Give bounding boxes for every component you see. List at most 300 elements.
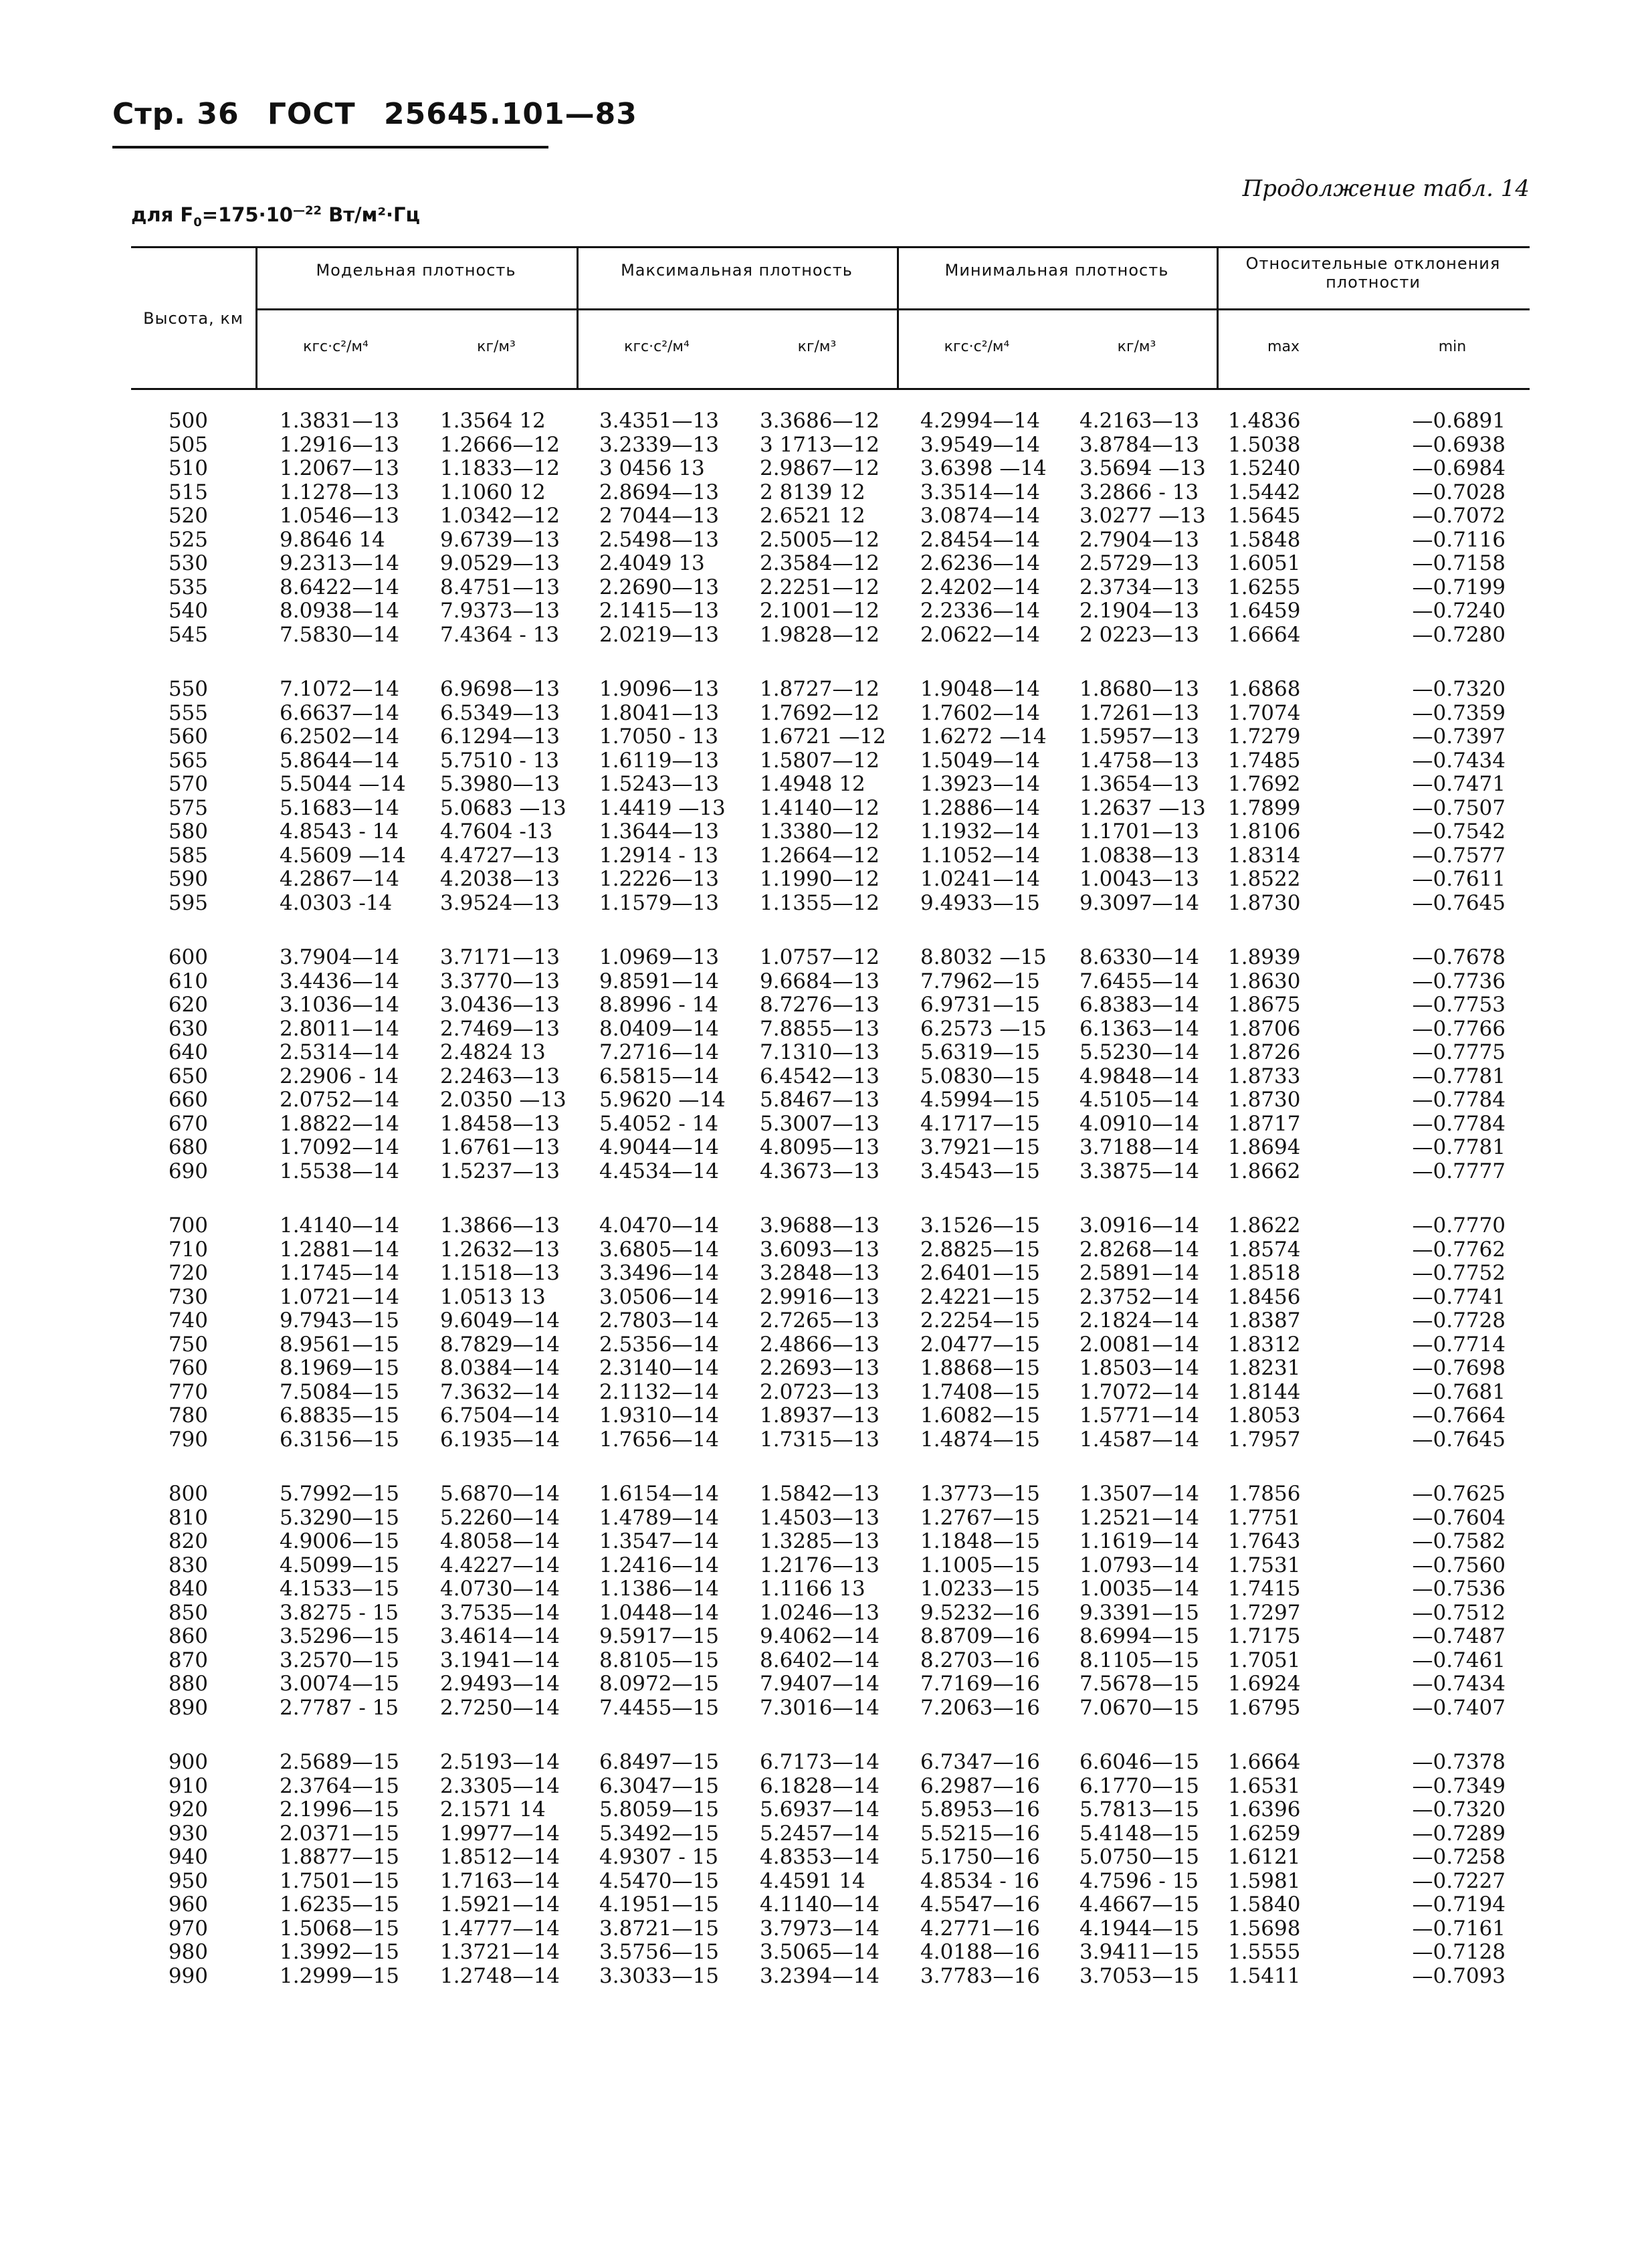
value-cell: 8.8709—16 <box>920 1624 1040 1648</box>
value-cell: 1.5981 <box>1228 1868 1301 1893</box>
table-row <box>131 1041 1530 1065</box>
value-cell: 3.8784—13 <box>1079 432 1199 457</box>
value-cell: 1.0448—14 <box>599 1600 719 1625</box>
value-cell: —0.7240 <box>1412 599 1506 623</box>
height-cell: 535 <box>168 575 208 599</box>
value-cell: 6.1828—14 <box>760 1773 880 1798</box>
value-cell: 7.1310—13 <box>760 1040 880 1064</box>
value-cell: 1.7074 <box>1228 700 1301 725</box>
condition-units: Вт/м²·Гц <box>322 203 421 226</box>
value-cell: 3.4436—14 <box>280 969 399 993</box>
value-cell: 1.6051 <box>1228 551 1301 575</box>
value-cell: 1.6235—15 <box>280 1892 399 1917</box>
value-cell: —0.7714 <box>1412 1332 1506 1357</box>
value-cell: 2.3584—12 <box>760 551 880 575</box>
value-cell: 1.0793—14 <box>1079 1553 1199 1577</box>
value-cell: 5.7813—15 <box>1079 1797 1199 1822</box>
value-cell: 1.0233—15 <box>920 1577 1040 1601</box>
row-group <box>131 678 1530 915</box>
value-cell: 1.5442 <box>1228 480 1301 504</box>
value-cell: 1.2632—13 <box>440 1237 560 1262</box>
value-cell: 7.2063—16 <box>920 1695 1040 1720</box>
table-row <box>131 749 1530 773</box>
value-cell: 4.0470—14 <box>599 1213 719 1238</box>
value-cell: 1.6459 <box>1228 599 1301 623</box>
table-row <box>131 1822 1530 1846</box>
table-row <box>131 1112 1530 1137</box>
value-cell: 1.7163—14 <box>440 1868 560 1893</box>
value-cell: 2.5891—14 <box>1079 1261 1199 1285</box>
value-cell: 7.5678—15 <box>1079 1672 1199 1696</box>
height-cell: 595 <box>168 890 208 915</box>
table-row <box>131 1333 1530 1357</box>
value-cell: 2.4221—15 <box>920 1284 1040 1309</box>
value-cell: 2.8268—14 <box>1079 1237 1199 1262</box>
value-cell: 8.8032 —15 <box>920 945 1047 969</box>
value-cell: 2.4866—13 <box>760 1332 880 1357</box>
value-cell: 8.9561—15 <box>280 1332 399 1357</box>
height-cell: 800 <box>168 1482 208 1506</box>
value-cell: 1.1932—14 <box>920 819 1040 844</box>
value-cell: 2.5193—14 <box>440 1750 560 1774</box>
value-cell: 1.0721—14 <box>280 1284 399 1309</box>
row-group <box>131 1482 1530 1720</box>
value-cell: 4.2163—13 <box>1079 409 1199 433</box>
value-cell: 1.4419 —13 <box>599 795 726 820</box>
value-cell: 1.2176—13 <box>760 1553 880 1577</box>
table-row <box>131 1941 1530 1965</box>
height-cell: 630 <box>168 1016 208 1041</box>
value-cell: 2.2693—13 <box>760 1356 880 1380</box>
value-cell: 8.8105—15 <box>599 1648 719 1672</box>
value-cell: 1.3992—15 <box>280 1940 399 1964</box>
value-cell: 1.1701—13 <box>1079 819 1199 844</box>
value-cell: 1.2767—15 <box>920 1505 1040 1530</box>
value-cell: 6.8383—14 <box>1079 993 1199 1017</box>
table-row <box>131 993 1530 1017</box>
height-cell: 540 <box>168 599 208 623</box>
value-cell: 1.0546—13 <box>280 504 399 528</box>
value-cell: 3.3514—14 <box>920 480 1040 504</box>
value-cell: 2.2906 - 14 <box>280 1064 399 1088</box>
value-cell: 1.2521—14 <box>1079 1505 1199 1530</box>
value-cell: 1.7050 - 13 <box>599 724 719 749</box>
value-cell: 1.6121 <box>1228 1845 1301 1869</box>
value-cell: 1.2666—12 <box>440 432 560 457</box>
unit-min-kgf: кгс·с²/м⁴ <box>944 338 1010 355</box>
height-cell: 565 <box>168 748 208 773</box>
table-row <box>131 844 1530 868</box>
value-cell: —0.7359 <box>1412 700 1506 725</box>
value-cell: —0.7407 <box>1412 1695 1506 1720</box>
height-cell: 930 <box>168 1821 208 1846</box>
value-cell: 3.0874—14 <box>920 504 1040 528</box>
height-cell: 690 <box>168 1159 208 1183</box>
value-cell: 1.6255 <box>1228 575 1301 599</box>
value-cell: 1.4777—14 <box>440 1916 560 1941</box>
value-cell: 3 1713—12 <box>760 432 880 457</box>
height-cell: 600 <box>168 945 208 969</box>
value-cell: 5.8467—13 <box>760 1088 880 1112</box>
value-cell: 4.8353—14 <box>760 1845 880 1869</box>
value-cell: 1.1278—13 <box>280 480 399 504</box>
value-cell: 1.8675 <box>1228 993 1301 1017</box>
value-cell: 1.2748—14 <box>440 1963 560 1988</box>
value-cell: 1.4789—14 <box>599 1505 719 1530</box>
height-cell: 660 <box>168 1088 208 1112</box>
value-cell: 8.0938—14 <box>280 599 399 623</box>
value-cell: 2.9916—13 <box>760 1284 880 1309</box>
value-cell: 8.8996 - 14 <box>599 993 719 1017</box>
condition-sup: —22 <box>292 203 322 218</box>
value-cell: 1.8730 <box>1228 890 1301 915</box>
value-cell: 2.3764—15 <box>280 1773 399 1798</box>
height-column-header: Высота, км <box>143 309 243 328</box>
value-cell: 5.0830—15 <box>920 1064 1040 1088</box>
value-cell: 1.7051 <box>1228 1648 1301 1672</box>
value-cell: —0.7093 <box>1412 1963 1506 1988</box>
value-cell: —0.7664 <box>1412 1403 1506 1428</box>
value-cell: 9.0529—13 <box>440 551 560 575</box>
height-cell: 840 <box>168 1577 208 1601</box>
table-row <box>131 1870 1530 1894</box>
value-cell: 1.6761—13 <box>440 1135 560 1159</box>
value-cell: 1.0757—12 <box>760 945 880 969</box>
value-cell: —0.7770 <box>1412 1213 1506 1238</box>
value-cell: 3.7973—14 <box>760 1916 880 1941</box>
height-cell: 505 <box>168 432 208 457</box>
unit-model-kgf: кгс·с²/м⁴ <box>303 338 369 355</box>
value-cell: 2.2463—13 <box>440 1064 560 1088</box>
value-cell: 1.5411 <box>1228 1963 1301 1988</box>
value-cell: 2.0723—13 <box>760 1379 880 1404</box>
value-cell: 1.8522 <box>1228 867 1301 891</box>
value-cell: 8.7829—14 <box>440 1332 560 1357</box>
value-cell: —0.7128 <box>1412 1940 1506 1964</box>
value-cell: 3.7904—14 <box>280 945 399 969</box>
unit-max-kg: кг/м³ <box>797 338 837 355</box>
value-cell: 4.4534—14 <box>599 1159 719 1183</box>
value-cell: 9.8646 14 <box>280 527 385 552</box>
value-cell: 2.5005—12 <box>760 527 880 552</box>
value-cell: 1.8503—14 <box>1079 1356 1199 1380</box>
height-cell: 510 <box>168 456 208 480</box>
height-cell: 515 <box>168 480 208 504</box>
value-cell: 5.8644—14 <box>280 748 399 773</box>
value-cell: 2.5729—13 <box>1079 551 1199 575</box>
value-cell: 2.5356—14 <box>599 1332 719 1357</box>
value-cell: 1.8053 <box>1228 1403 1301 1428</box>
height-cell: 560 <box>168 724 208 749</box>
value-cell: —0.7784 <box>1412 1111 1506 1136</box>
value-cell: 1.9096—13 <box>599 677 719 701</box>
value-cell: 7.4455—15 <box>599 1695 719 1720</box>
group-under-rule <box>255 308 1530 310</box>
value-cell: 8.0409—14 <box>599 1016 719 1041</box>
value-cell: 1.7692—12 <box>760 700 880 725</box>
height-cell: 940 <box>168 1845 208 1869</box>
value-cell: 1.7656—14 <box>599 1427 719 1452</box>
value-cell: 6.6637—14 <box>280 700 399 725</box>
value-cell: 1.8730 <box>1228 1088 1301 1112</box>
value-cell: 3.3033—15 <box>599 1963 719 1988</box>
value-cell: 1.5049—14 <box>920 748 1040 773</box>
value-cell: 1.1518—13 <box>440 1261 560 1285</box>
value-cell: —0.7028 <box>1412 480 1506 504</box>
value-cell: 1.8717 <box>1228 1111 1301 1136</box>
standard-number: 25645.101—83 <box>383 97 637 131</box>
table-row <box>131 1672 1530 1696</box>
table-row <box>131 433 1530 458</box>
value-cell: 4.2771—16 <box>920 1916 1040 1941</box>
value-cell: —0.7645 <box>1412 890 1506 915</box>
value-cell: 5.1683—14 <box>280 795 399 820</box>
value-cell: 8.6402—14 <box>760 1648 880 1672</box>
value-cell: —0.7434 <box>1412 1672 1506 1696</box>
value-cell: 1.2664—12 <box>760 843 880 868</box>
value-cell: 3.2570—15 <box>280 1648 399 1672</box>
value-cell: 1.8733 <box>1228 1064 1301 1088</box>
value-cell: 7.7962—15 <box>920 969 1040 993</box>
value-cell: 6.7173—14 <box>760 1750 880 1774</box>
value-cell: 1.7899 <box>1228 795 1301 820</box>
value-cell: —0.7753 <box>1412 993 1506 1017</box>
value-cell: 2.2336—14 <box>920 599 1040 623</box>
height-cell: 620 <box>168 993 208 1017</box>
value-cell: 1.8387 <box>1228 1308 1301 1333</box>
value-cell: 9.3391—15 <box>1079 1600 1199 1625</box>
value-cell: 1.0513 13 <box>440 1284 546 1309</box>
value-cell: 4.5547—16 <box>920 1892 1040 1917</box>
value-cell: 3.5296—15 <box>280 1624 399 1648</box>
value-cell: —0.7258 <box>1412 1845 1506 1869</box>
value-cell: 4.1140—14 <box>760 1892 880 1917</box>
value-cell: 2.1132—14 <box>599 1379 719 1404</box>
height-cell: 580 <box>168 819 208 844</box>
value-cell: 1.6259 <box>1228 1821 1301 1846</box>
value-cell: 1.1060 12 <box>440 480 546 504</box>
height-cell: 820 <box>168 1529 208 1553</box>
value-cell: 3.1036—14 <box>280 993 399 1017</box>
value-cell: 5.5044 —14 <box>280 772 406 796</box>
value-cell: 8.0972—15 <box>599 1672 719 1696</box>
value-cell: 4.9307 - 15 <box>599 1845 719 1869</box>
height-cell: 700 <box>168 1213 208 1238</box>
value-cell: 1.1052—14 <box>920 843 1040 868</box>
table-header <box>131 246 1530 393</box>
table-row <box>131 1482 1530 1506</box>
value-cell: —0.7784 <box>1412 1088 1506 1112</box>
table-row <box>131 1649 1530 1673</box>
value-cell: —0.7741 <box>1412 1284 1506 1309</box>
value-cell: 1.8456 <box>1228 1284 1301 1309</box>
table-row <box>131 868 1530 892</box>
value-cell: 1.8630 <box>1228 969 1301 993</box>
value-cell: 1.5840 <box>1228 1892 1301 1917</box>
table-row <box>131 1506 1530 1531</box>
value-cell: 5.4148—15 <box>1079 1821 1199 1846</box>
value-cell: 1.3721—14 <box>440 1940 560 1964</box>
value-cell: 6.5349—13 <box>440 700 560 725</box>
value-cell: 2.3140—14 <box>599 1356 719 1380</box>
value-cell: 6.2573 —15 <box>920 1016 1047 1041</box>
value-cell: —0.7560 <box>1412 1553 1506 1577</box>
value-cell: 3.6093—13 <box>760 1237 880 1262</box>
value-cell: 6.2502—14 <box>280 724 399 749</box>
value-cell: 3.9549—14 <box>920 432 1040 457</box>
height-cell: 585 <box>168 843 208 868</box>
value-cell: 1.8622 <box>1228 1213 1301 1238</box>
value-cell: 1.8706 <box>1228 1016 1301 1041</box>
value-cell: 1.1619—14 <box>1079 1529 1199 1553</box>
value-cell: 2.2251—12 <box>760 575 880 599</box>
value-cell: 2.1415—13 <box>599 599 719 623</box>
value-cell: —0.7678 <box>1412 945 1506 969</box>
value-cell: 3.5694 —13 <box>1079 456 1206 480</box>
height-cell: 760 <box>168 1356 208 1380</box>
value-cell: —0.7378 <box>1412 1750 1506 1774</box>
value-cell: 4.5994—15 <box>920 1088 1040 1112</box>
value-cell: 1.5807—12 <box>760 748 880 773</box>
value-cell: 1.4948 12 <box>760 772 865 796</box>
value-cell: 1.5842—13 <box>760 1482 880 1506</box>
value-cell: 4.5099—15 <box>280 1553 399 1577</box>
value-cell: 7.4364 - 13 <box>440 622 560 647</box>
height-cell: 870 <box>168 1648 208 1672</box>
table-row <box>131 773 1530 797</box>
value-cell: 1.1355—12 <box>760 890 880 915</box>
value-cell: 4.4591 14 <box>760 1868 865 1893</box>
max-density-header: Максимальная плотность <box>621 261 853 280</box>
height-cell: 640 <box>168 1040 208 1064</box>
value-cell: 4.9044—14 <box>599 1135 719 1159</box>
value-cell: 7.2716—14 <box>599 1040 719 1064</box>
value-cell: 1.5921—14 <box>440 1892 560 1917</box>
value-cell: 4.9848—14 <box>1079 1064 1199 1088</box>
value-cell: 1.3564 12 <box>440 409 546 433</box>
value-cell: 1.7297 <box>1228 1600 1301 1625</box>
table-row <box>131 702 1530 726</box>
value-cell: 4.1533—15 <box>280 1577 399 1601</box>
value-cell: 1.2881—14 <box>280 1237 399 1262</box>
value-cell: 1.7175 <box>1228 1624 1301 1648</box>
value-cell: 5.7992—15 <box>280 1482 399 1506</box>
value-cell: 1.7261—13 <box>1079 700 1199 725</box>
height-cell: 810 <box>168 1505 208 1530</box>
value-cell: 7.9373—13 <box>440 599 560 623</box>
value-cell: 2.6401—15 <box>920 1261 1040 1285</box>
value-cell: 5.5230—14 <box>1079 1040 1199 1064</box>
value-cell: 3.5065—14 <box>760 1940 880 1964</box>
table-row <box>131 1309 1530 1333</box>
value-cell: 1.5771—14 <box>1079 1403 1199 1428</box>
value-cell: 8.2703—16 <box>920 1648 1040 1672</box>
table-row <box>131 1381 1530 1405</box>
value-cell: 5.2457—14 <box>760 1821 880 1846</box>
value-cell: —0.7645 <box>1412 1427 1506 1452</box>
table-row <box>131 576 1530 600</box>
value-cell: 3.0277 —13 <box>1079 504 1206 528</box>
value-cell: 2.1001—12 <box>760 599 880 623</box>
table-row <box>131 678 1530 702</box>
value-cell: 1.2914 - 13 <box>599 843 719 868</box>
value-cell: 3.0074—15 <box>280 1672 399 1696</box>
value-cell: —0.7536 <box>1412 1577 1506 1601</box>
value-cell: 3.9411—15 <box>1079 1940 1199 1964</box>
table-row <box>131 1893 1530 1917</box>
value-cell: 8.1105—15 <box>1079 1648 1199 1672</box>
value-cell: 5.4052 - 14 <box>599 1111 719 1136</box>
value-cell: 2.8011—14 <box>280 1016 399 1041</box>
value-cell: 6.1294—13 <box>440 724 560 749</box>
height-cell: 750 <box>168 1332 208 1357</box>
value-cell: 2.8694—13 <box>599 480 719 504</box>
value-cell: 3.3875—14 <box>1079 1159 1199 1183</box>
value-cell: —0.7582 <box>1412 1529 1506 1553</box>
value-cell: —0.7507 <box>1412 795 1506 820</box>
height-cell: 790 <box>168 1427 208 1452</box>
value-cell: 1.5237—13 <box>440 1159 560 1183</box>
value-cell: 1.7415 <box>1228 1577 1301 1601</box>
value-cell: 9.3097—14 <box>1079 890 1199 915</box>
value-cell: 1.8231 <box>1228 1356 1301 1380</box>
value-cell: 5.6870—14 <box>440 1482 560 1506</box>
value-cell: 1.8512—14 <box>440 1845 560 1869</box>
value-cell: —0.6938 <box>1412 432 1506 457</box>
value-cell: 7.1072—14 <box>280 677 399 701</box>
table-row <box>131 409 1530 433</box>
value-cell: 2.3305—14 <box>440 1773 560 1798</box>
value-cell: 1.8144 <box>1228 1379 1301 1404</box>
value-cell: 4.7604 -13 <box>440 819 553 844</box>
value-cell: —0.7199 <box>1412 575 1506 599</box>
value-cell: 1.3547—14 <box>599 1529 719 1553</box>
value-cell: 1.4758—13 <box>1079 748 1199 773</box>
value-cell: 5.8953—16 <box>920 1797 1040 1822</box>
value-cell: 1.2226—13 <box>599 867 719 891</box>
value-cell: 4.0910—14 <box>1079 1111 1199 1136</box>
height-cell: 720 <box>168 1261 208 1285</box>
table-row <box>131 1625 1530 1649</box>
value-cell: 6.1363—14 <box>1079 1016 1199 1041</box>
value-cell: —0.7320 <box>1412 1797 1506 1822</box>
height-cell: 980 <box>168 1940 208 1964</box>
value-cell: 2.7265—13 <box>760 1308 880 1333</box>
value-cell: 3.7783—16 <box>920 1963 1040 1988</box>
value-cell: 5.3290—15 <box>280 1505 399 1530</box>
value-cell: 1.5645 <box>1228 504 1301 528</box>
value-cell: 4.1951—15 <box>599 1892 719 1917</box>
value-cell: 3.0436—13 <box>440 993 560 1017</box>
table-row <box>131 1696 1530 1721</box>
value-cell: 2.7250—14 <box>440 1695 560 1720</box>
value-cell: 5.9620 —14 <box>599 1088 726 1112</box>
unit-min: min <box>1438 338 1467 355</box>
value-cell: —0.7158 <box>1412 551 1506 575</box>
value-cell: 3.2394—14 <box>760 1963 880 1988</box>
value-cell: 1.5698 <box>1228 1916 1301 1941</box>
table-row <box>131 1262 1530 1286</box>
value-cell: —0.7072 <box>1412 504 1506 528</box>
value-cell: 1.7072—14 <box>1079 1379 1199 1404</box>
value-cell: 6.8497—15 <box>599 1750 719 1774</box>
value-cell: 6.2987—16 <box>920 1773 1040 1798</box>
value-cell: 1.1848—15 <box>920 1529 1040 1553</box>
table-row <box>131 1160 1530 1184</box>
value-cell: 9.4062—14 <box>760 1624 880 1648</box>
table-row <box>131 1065 1530 1089</box>
value-cell: 1.9048—14 <box>920 677 1040 701</box>
